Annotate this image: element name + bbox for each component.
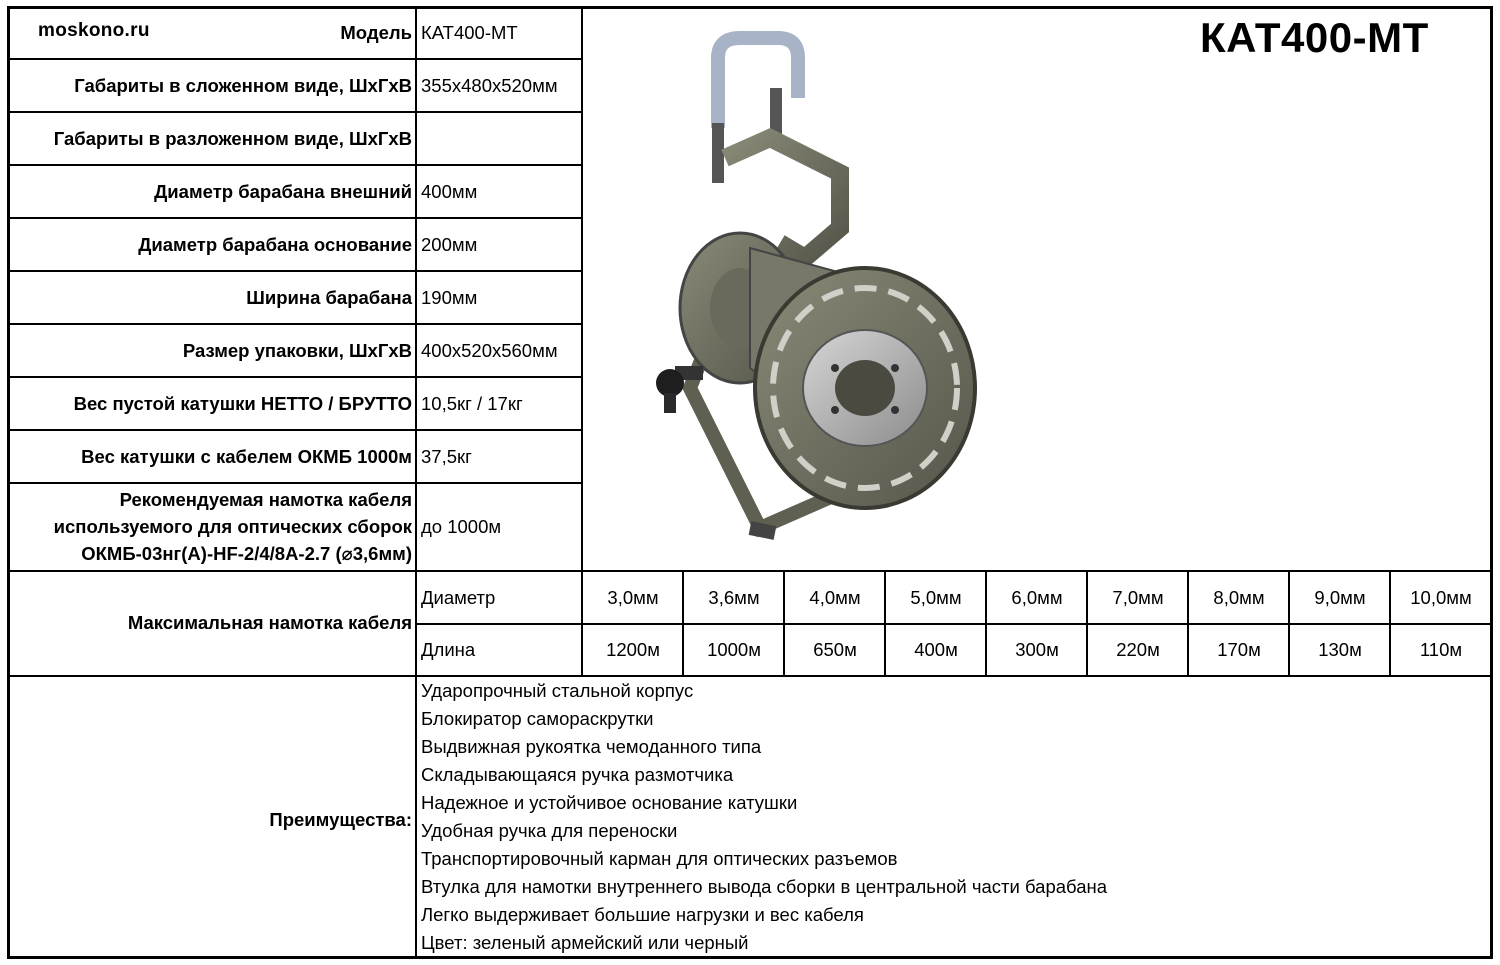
- spec-label-drum-base-diameter: Диаметр барабана основание: [138, 234, 412, 255]
- diameter-cell: 3,6мм: [708, 587, 760, 608]
- advantage-item: Надежное и устойчивое основание катушки: [421, 792, 798, 813]
- row-divider: [7, 164, 582, 166]
- advantage-item: Выдвижная рукоятка чемоданного типа: [421, 736, 762, 757]
- spec-value-folded-dimensions: 355х480х520мм: [421, 75, 558, 96]
- row-divider: [7, 58, 582, 60]
- recommended-label-line-3: ОКМБ-03нг(A)-HF-2/4/8A-2.7 (⌀3,6мм): [81, 543, 412, 564]
- recommended-value: до 1000м: [421, 516, 502, 537]
- length-cell: 400м: [914, 639, 958, 660]
- row-divider: [7, 570, 1493, 572]
- advantage-item: Складывающаяся ручка размотчика: [421, 764, 734, 785]
- spec-label-empty-weight: Вес пустой катушки НЕТТО / БРУТТО: [73, 393, 412, 414]
- diameter-row-label: Диаметр: [421, 587, 496, 608]
- length-cell: 1000м: [707, 639, 761, 660]
- telescopic-handle: [712, 38, 798, 183]
- product-photo: [600, 28, 1020, 548]
- advantage-item: Цвет: зеленый армейский или черный: [421, 932, 749, 953]
- advantage-item: Транспортировочный карман для оптических разъемов: [421, 848, 898, 869]
- spec-label-unfolded-dimensions: Габариты в разложенном виде, ШхГхВ: [53, 128, 412, 149]
- spec-value-model: КАТ400-МТ: [421, 22, 518, 43]
- row-divider: [7, 270, 582, 272]
- diameter-cell: 9,0мм: [1314, 587, 1366, 608]
- diameter-cell: 4,0мм: [809, 587, 861, 608]
- advantage-item: Удобная ручка для переноски: [421, 820, 678, 841]
- spec-label-package-size: Размер упаковки, ШхГхВ: [182, 340, 412, 361]
- advantages-label: Преимущества:: [269, 809, 412, 830]
- diameter-cell: 6,0мм: [1011, 587, 1063, 608]
- advantage-item: Блокиратор самораскрутки: [421, 708, 654, 729]
- length-cell: 1200м: [606, 639, 660, 660]
- column-divider: [581, 6, 583, 676]
- advantage-item: Легко выдерживает большие нагрузки и вес кабеля: [421, 904, 864, 925]
- spec-value-drum-width: 190мм: [421, 287, 478, 308]
- spec-value-weight-with-cable: 37,5кг: [421, 446, 472, 467]
- spec-value-drum-outer-diameter: 400мм: [421, 181, 478, 202]
- row-divider: [7, 376, 582, 378]
- column-divider: [415, 6, 417, 959]
- row-divider: [7, 482, 582, 484]
- length-cell: 300м: [1015, 639, 1059, 660]
- advantage-item: Втулка для намотки внутреннего вывода сборки в центральной части барабана: [421, 876, 1107, 897]
- spec-label-folded-dimensions: Габариты в сложенном виде, ШхГхВ: [74, 75, 412, 96]
- row-divider: [7, 429, 582, 431]
- length-cell: 110м: [1419, 639, 1463, 660]
- recommended-label-line-1: Рекомендуемая намотка кабеля: [119, 489, 412, 510]
- length-cell: 650м: [813, 639, 857, 660]
- spec-value-package-size: 400х520х560мм: [421, 340, 558, 361]
- row-divider: [415, 623, 1493, 625]
- row-divider: [7, 217, 582, 219]
- length-cell: 220м: [1116, 639, 1160, 660]
- diameter-cell: 7,0мм: [1112, 587, 1164, 608]
- site-name: moskono.ru: [38, 20, 150, 41]
- spec-label-drum-outer-diameter: Диаметр барабана внешний: [154, 181, 412, 202]
- front-flange: [755, 268, 975, 508]
- diameter-cell: 10,0мм: [1410, 587, 1472, 608]
- product-title: КАТ400-МТ: [1200, 14, 1429, 61]
- advantage-item: Ударопрочный стальной корпус: [421, 680, 694, 701]
- length-row-label: Длина: [421, 639, 476, 660]
- row-divider: [7, 675, 1493, 677]
- length-cell: 130м: [1318, 639, 1362, 660]
- spec-label-model: Модель: [340, 22, 412, 43]
- length-cell: 170м: [1217, 639, 1261, 660]
- spec-value-empty-weight: 10,5кг / 17кг: [421, 393, 523, 414]
- spec-label-drum-width: Ширина барабана: [246, 287, 412, 308]
- spec-value-drum-base-diameter: 200мм: [421, 234, 478, 255]
- diameter-cell: 3,0мм: [607, 587, 659, 608]
- max-winding-label: Максимальная намотка кабеля: [127, 612, 412, 633]
- row-divider: [7, 111, 582, 113]
- spec-label-weight-with-cable: Вес катушки с кабелем ОКМБ 1000м: [81, 446, 412, 467]
- diameter-cell: 8,0мм: [1213, 587, 1265, 608]
- recommended-label-line-2: используемого для оптических сборок: [53, 516, 412, 537]
- diameter-cell: 5,0мм: [910, 587, 962, 608]
- row-divider: [7, 323, 582, 325]
